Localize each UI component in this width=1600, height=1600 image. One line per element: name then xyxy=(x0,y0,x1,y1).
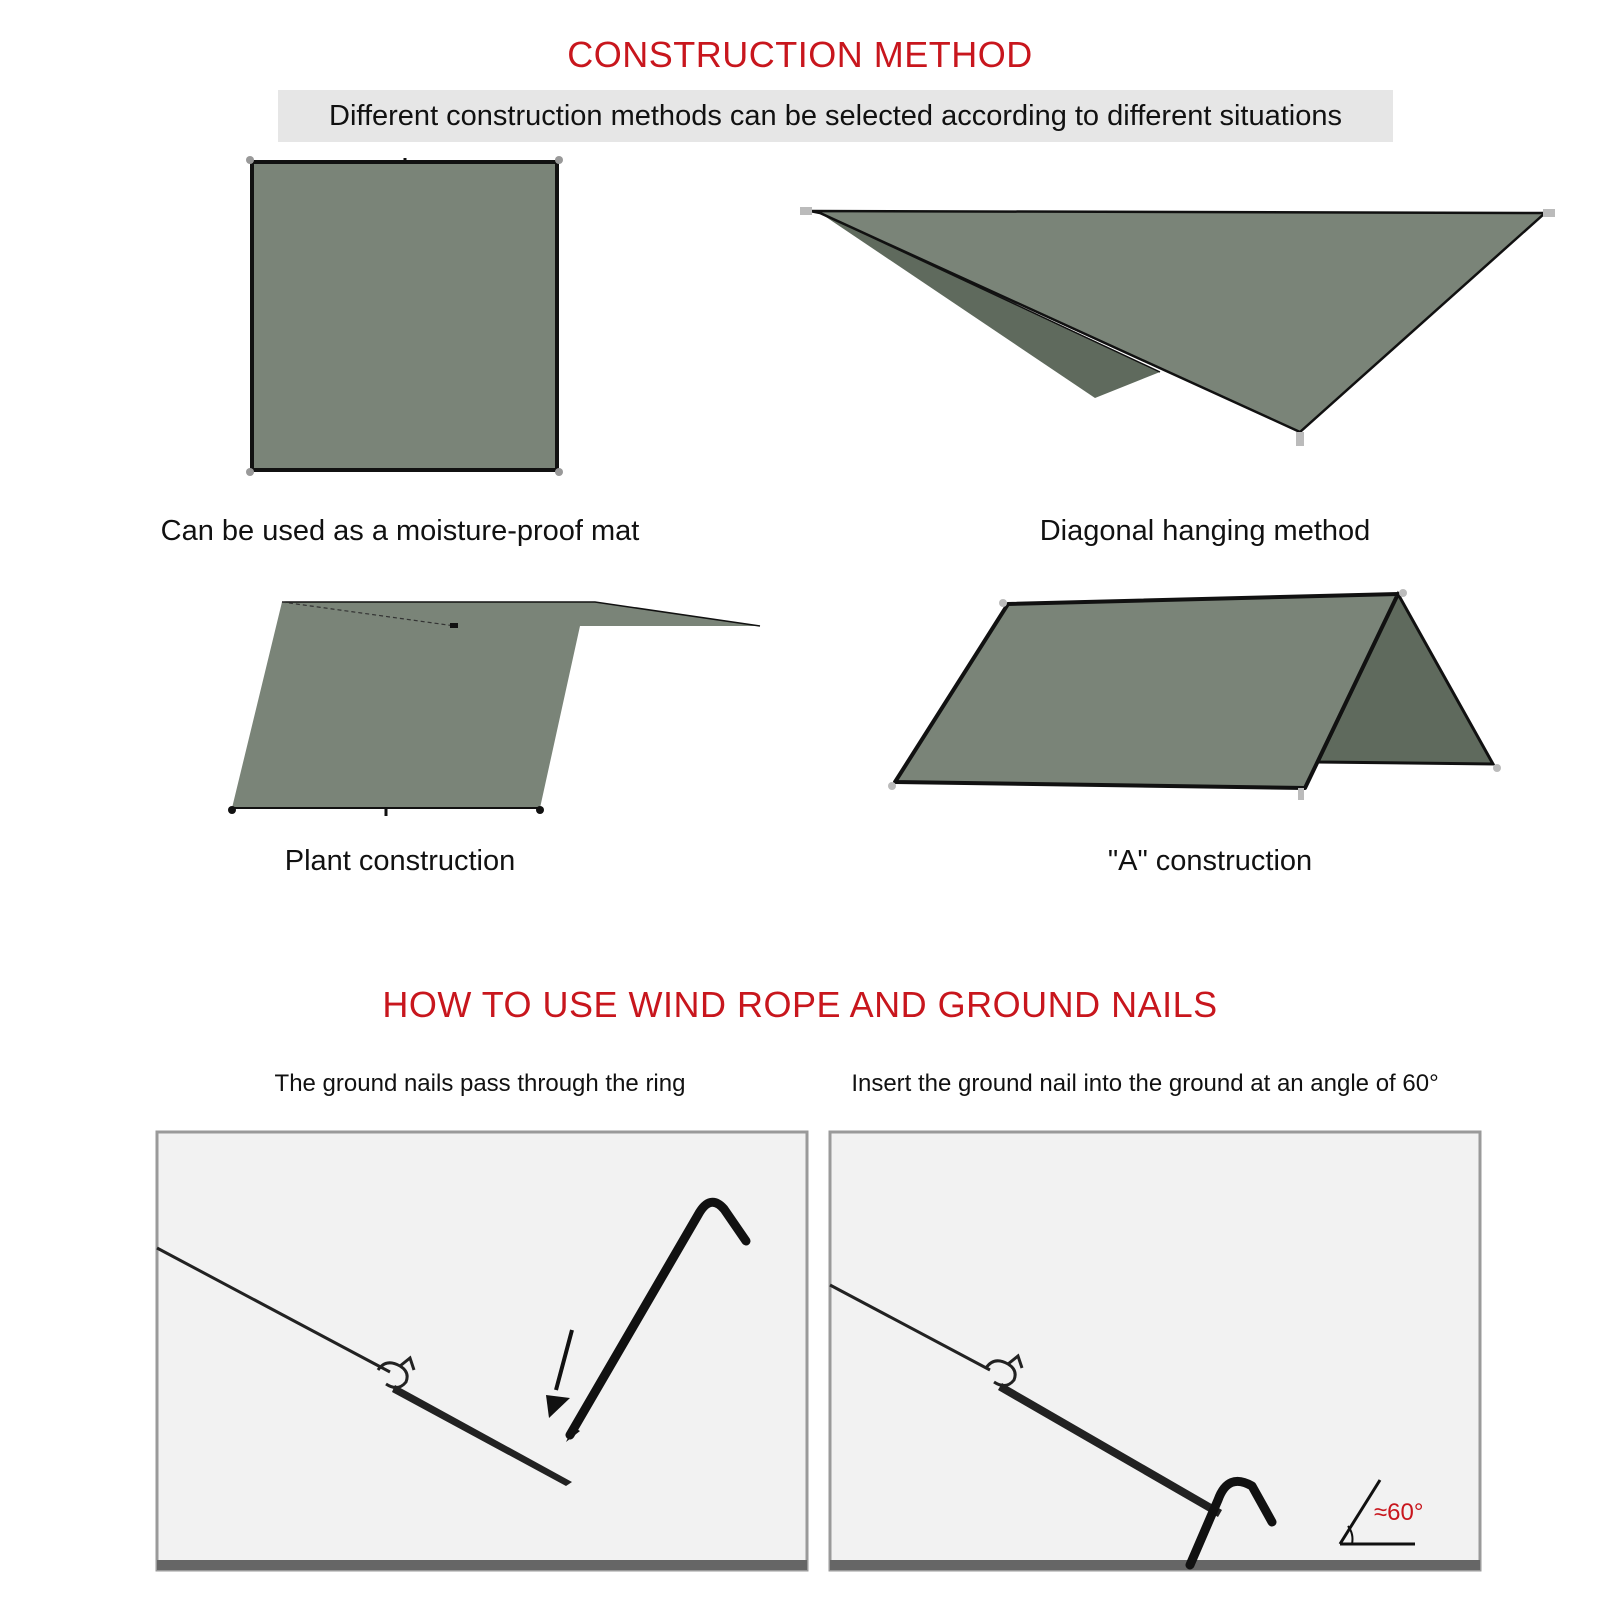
angle-label: ≈60° xyxy=(1374,1499,1424,1526)
caption-moisture-proof-mat: Can be used as a moisture-proof mat xyxy=(160,515,640,547)
caption-nail-through-ring: The ground nails pass through the ring xyxy=(274,1070,686,1097)
caption-plant-construction: Plant construction xyxy=(284,845,516,877)
subtitle-text: Different construction methods can be selected according to different situations xyxy=(329,99,1342,132)
caption-diagonal-hanging: Diagonal hanging method xyxy=(1039,515,1371,547)
wind-rope-title: HOW TO USE WIND ROPE AND GROUND NAILS xyxy=(382,984,1218,1025)
nail-through-ring-icon xyxy=(157,1132,807,1570)
caption-nail-into-ground: Insert the ground nail into the ground at an angle of 60° xyxy=(851,1070,1439,1097)
construction-method-title: CONSTRUCTION METHOD xyxy=(567,34,1033,75)
caption-a-construction: "A" construction xyxy=(1107,845,1313,877)
